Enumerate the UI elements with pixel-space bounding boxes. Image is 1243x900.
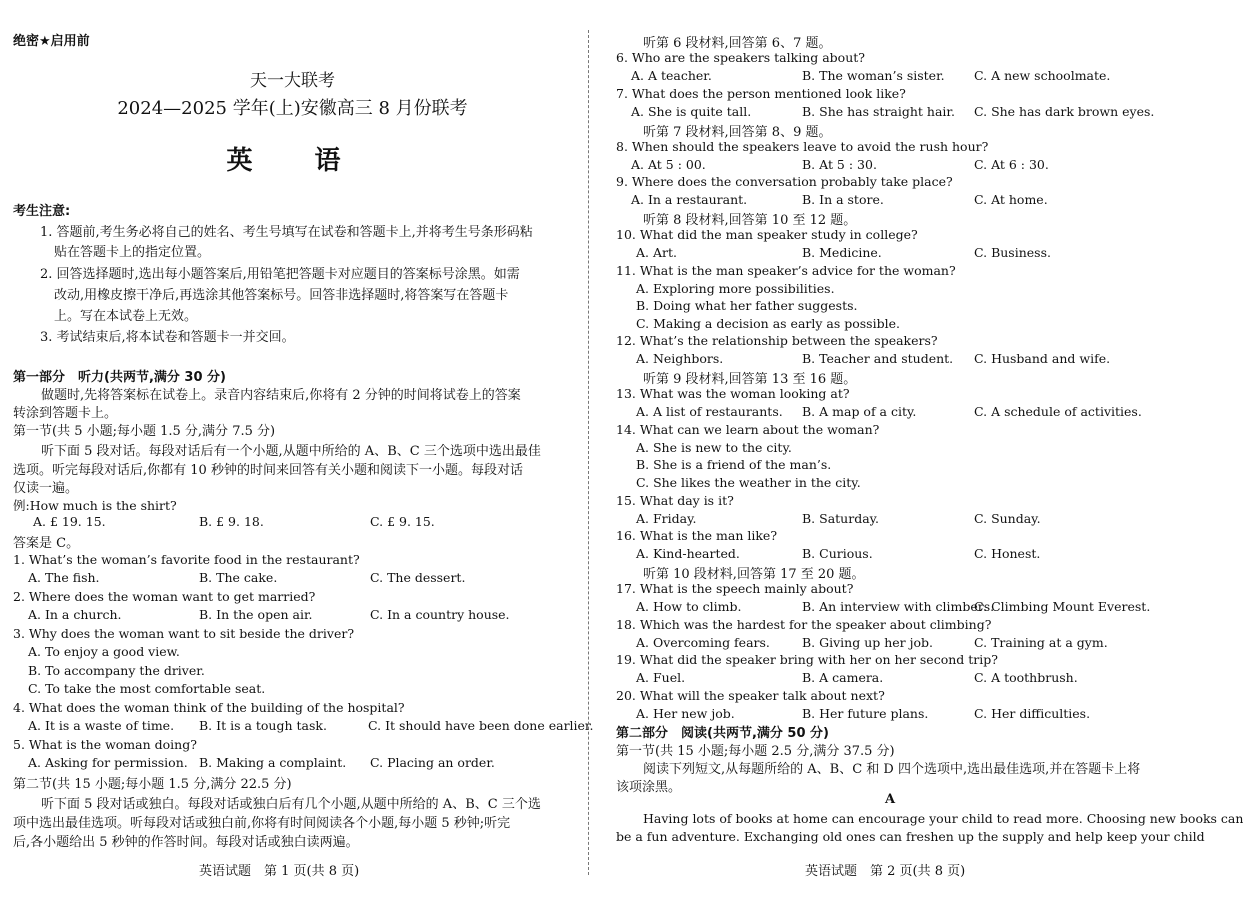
question: 16. What is the man like? [616,528,778,543]
question: 15. What day is it? [616,493,734,508]
option: C. A schedule of activities. [974,404,1142,419]
option: C. Climbing Mount Everest. [974,599,1151,614]
option: A. In a church. [28,607,122,622]
example-question: 例:How much is the shirt? [13,498,177,513]
option: C. Training at a gym. [974,635,1108,650]
option: A. A list of restaurants. [636,404,783,419]
question: 14. What can we learn about the woman? [616,422,880,437]
option: B. To accompany the driver. [28,663,205,678]
question: 6. Who are the speakers talking about? [616,50,865,65]
option: A. £ 19. 15. [33,514,106,529]
option: B. The cake. [199,570,278,585]
page-footer: 英语试题 第 2 页(共 8 页) [805,864,966,879]
question: 10. What did the man speaker study in college? [616,227,918,242]
question: 5. What is the woman doing? [13,737,197,752]
option: B. Curious. [802,546,873,561]
option: B. The woman’s sister. [802,68,945,83]
page-1 [0,0,594,900]
question: 13. What was the woman looking at? [616,386,850,401]
option: C. At home. [974,192,1048,207]
page-footer: 英语试题 第 1 页(共 8 页) [199,864,360,879]
question: 17. What is the speech mainly about? [616,581,854,596]
material-heading: 听第 9 段材料,回答第 13 至 16 题。 [643,372,857,387]
subject-title: 英 语 [226,146,359,176]
instruction-line: 阅读下列短文,从每题所给的 A、B、C 和 D 四个选项中,选出最佳选项,并在答题卡上将 [643,762,1141,777]
notice-line: 改动,用橡皮擦干净后,再选涂其他答案标号。回答非选择题时,将答案写在答题卡 [54,288,509,303]
instruction-line: 后,各小题给出 5 秒钟的作答时间。每段对话或独白读两遍。 [13,835,359,850]
instruction-line: 听下面 5 段对话。每段对话后有一个小题,从题中所给的 A、B、C 三个选项中选出最佳 [41,444,541,459]
option: A. Kind-hearted. [636,546,740,561]
option: B. In the open air. [199,607,313,622]
confidential-label: 绝密★启用前 [13,34,90,49]
option: A. Art. [636,245,677,260]
option: A. Friday. [636,511,697,526]
notice-title: 考生注意: [13,204,71,219]
option: A. Her new job. [636,706,735,721]
option: A. In a restaurant. [631,192,748,207]
instruction-line: 仅读一遍。 [13,481,79,496]
notice-line: 3. 考试结束后,将本试卷和答题卡一并交回。 [40,330,295,345]
option: A. Neighbors. [636,351,724,366]
instruction-line: 做题时,先将答案标在试卷上。录音内容结束后,你将有 2 分钟的时间将试卷上的答案 [41,388,521,403]
page-2 [595,0,1243,900]
option: B. £ 9. 18. [199,514,264,529]
question: 19. What did the speaker bring with her on her second trip? [616,652,998,667]
option: C. Honest. [974,546,1041,561]
option: B. Teacher and student. [802,351,954,366]
question: 7. What does the person mentioned look like? [616,86,906,101]
question: 4. What does the woman think of the building of the hospital? [13,700,405,715]
material-heading: 听第 10 段材料,回答第 17 至 20 题。 [643,567,865,582]
exam-title: 2024—2025 学年(上)安徽高三 8 月份联考 [117,98,468,119]
option: B. At 5 : 30. [802,157,877,172]
option: B. Saturday. [802,511,880,526]
option: A. She is quite tall. [631,104,752,119]
option: C. Business. [974,245,1051,260]
option: C. It should have been done earlier. [368,718,594,733]
question: 18. Which was the hardest for the speaker about climbing? [616,617,992,632]
passage-line: Having lots of books at home can encourage your child to read more. Choosing new books can [643,811,1243,826]
option: B. It is a tough task. [199,718,327,733]
option: B. Medicine. [802,245,882,260]
question: 3. Why does the woman want to sit beside the driver? [13,626,355,641]
option: C. A new schoolmate. [974,68,1111,83]
option: B. She is a friend of the man’s. [636,457,832,472]
option: C. Making a decision as early as possible. [636,316,900,331]
option: A. Fuel. [636,670,686,685]
option: C. A toothbrush. [974,670,1078,685]
option: A. The fish. [28,570,100,585]
part2-heading: 第二部分 阅读(共两节,满分 50 分) [616,726,829,741]
notice-line: 上。写在本试卷上无效。 [54,309,198,324]
exam-org-title: 天一大联考 [250,71,335,91]
option: C. Sunday. [974,511,1041,526]
material-heading: 听第 7 段材料,回答第 8、9 题。 [643,125,832,140]
option: B. A camera. [802,670,884,685]
option: B. Making a complaint. [199,755,347,770]
option: B. Giving up her job. [802,635,933,650]
question: 12. What’s the relationship between the speakers? [616,333,938,348]
example-answer: 答案是 C。 [13,536,80,551]
instruction-line: 该项涂黑。 [616,780,682,795]
part2-section1-heading: 第一节(共 15 小题;每小题 2.5 分,满分 37.5 分) [616,744,895,759]
instruction-line: 选项。听完每段对话后,你都有 10 秒钟的时间来回答有关小题和阅读下一小题。每段对话 [13,463,523,478]
section1-heading: 第一节(共 5 小题;每小题 1.5 分,满分 7.5 分) [13,424,276,439]
instruction-line: 转涂到答题卡上。 [13,406,118,421]
option: B. Her future plans. [802,706,929,721]
option: C. To take the most comfortable seat. [28,681,266,696]
option: A. It is a waste of time. [28,718,175,733]
option: B. A map of a city. [802,404,917,419]
option: C. Her difficulties. [974,706,1091,721]
question: 20. What will the speaker talk about next? [616,688,885,703]
question: 2. Where does the woman want to get married? [13,589,316,604]
passage-heading: A [885,792,896,807]
option: C. Husband and wife. [974,351,1111,366]
notice-line: 贴在答题卡上的指定位置。 [54,245,211,260]
part1-heading: 第一部分 听力(共两节,满分 30 分) [13,370,226,385]
option: B. In a store. [802,192,884,207]
option: B. She has straight hair. [802,104,955,119]
instruction-line: 听下面 5 段对话或独白。每段对话或独白后有几个小题,从题中所给的 A、B、C 三个选 [41,797,541,812]
instruction-line: 项中选出最佳选项。听每段对话或独白前,你将有时间阅读各个小题,每小题 5 秒钟;听完 [13,816,511,831]
option: A. At 5 : 00. [631,157,706,172]
page-divider [588,30,589,875]
option: C. She likes the weather in the city. [636,475,861,490]
option: A. Exploring more possibilities. [636,281,835,296]
option: A. She is new to the city. [636,440,792,455]
section2-heading: 第二节(共 15 小题;每小题 1.5 分,满分 22.5 分) [13,777,292,792]
option: C. Placing an order. [370,755,495,770]
question: 1. What’s the woman’s favorite food in the restaurant? [13,552,360,567]
option: C. The dessert. [370,570,466,585]
option: C. In a country house. [370,607,510,622]
material-heading: 听第 8 段材料,回答第 10 至 12 题。 [643,213,857,228]
notice-line: 1. 答题前,考生务必将自己的姓名、考生号填写在试卷和答题卡上,并将考生号条形码粘 [40,225,533,240]
option: A. To enjoy a good view. [28,644,180,659]
question: 11. What is the man speaker’s advice for the woman? [616,263,956,278]
material-heading: 听第 6 段材料,回答第 6、7 题。 [643,36,832,51]
passage-line: be a fun adventure. Exchanging old ones can freshen up the supply and help keep your child [616,829,1205,844]
option: A. Overcoming fears. [636,635,770,650]
question: 9. Where does the conversation probably take place? [616,174,953,189]
option: B. An interview with climbers. [802,599,995,614]
option: C. She has dark brown eyes. [974,104,1155,119]
option: B. Doing what her father suggests. [636,298,858,313]
option: C. At 6 : 30. [974,157,1049,172]
option: A. Asking for permission. [28,755,188,770]
option: C. £ 9. 15. [370,514,435,529]
notice-line: 2. 回答选择题时,选出每小题答案后,用铅笔把答题卡对应题目的答案标号涂黑。如需 [40,267,520,282]
option: A. A teacher. [631,68,712,83]
option: A. How to climb. [636,599,742,614]
question: 8. When should the speakers leave to avoid the rush hour? [616,139,989,154]
